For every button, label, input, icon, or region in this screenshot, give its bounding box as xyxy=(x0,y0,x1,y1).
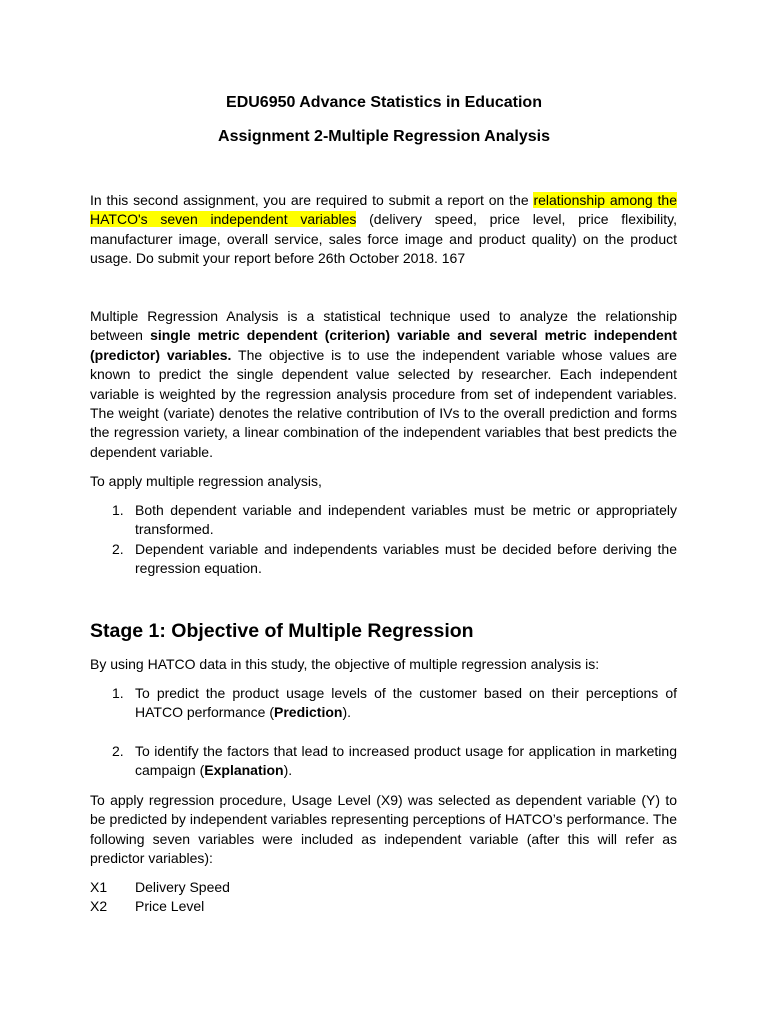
intro-paragraph xyxy=(90,191,677,269)
objective-text-end: ). xyxy=(283,762,293,779)
variable-code: X2 xyxy=(90,898,108,914)
document-title: EDU6950 Advance Statistics in Education xyxy=(226,94,542,111)
objective-text: To predict the product usage levels of the customer based on their perceptions of HATCO performance ( xyxy=(135,685,677,721)
variable-code: X1 xyxy=(90,879,108,895)
definition-text-end: The objective is to use the independent variable whose values are known to predict the single dependent value selected by researcher. Each independent variable is weighted by the regression analysis procedure from set of independent variables. The weight (variate) denotes the relative contribution of IVs to the overall prediction and forms the regression variety, a linear combination of the independent variables that best predicts the dependent variable. xyxy=(90,346,677,460)
intro-text-start: In this second assignment, you are required to submit a report on the xyxy=(90,192,534,208)
list-text xyxy=(135,742,677,781)
list-number: 2. xyxy=(112,743,124,759)
objective-bold-term: Explanation xyxy=(204,762,284,779)
objective-bold-term: Prediction xyxy=(274,704,343,721)
list-text: Both dependent variable and independent variables must be metric or appropriately transformed. xyxy=(135,502,677,538)
objective-text-end: ). xyxy=(342,704,352,721)
variable-name: Delivery Speed xyxy=(135,879,230,895)
list-text: Dependent variable and independents variables must be decided before deriving the regression equation. xyxy=(135,541,677,577)
list-number: 2. xyxy=(112,541,124,557)
stage1-intro: By using HATCO data in this study, the objective of multiple regression analysis is: xyxy=(90,656,600,672)
document-subtitle: Assignment 2-Multiple Regression Analysis xyxy=(218,128,550,145)
list-text xyxy=(135,684,677,723)
definition-paragraph xyxy=(90,307,677,462)
procedure-paragraph: To apply regression procedure, Usage Level (X9) was selected as dependent variable (Y) to be predicted by independent variables representing perceptions of HATCO’s performance. The following seven variables were included as independent variable (after this will refer as predictor variables): xyxy=(90,792,677,867)
objective-text: To identify the factors that lead to increased product usage for application in marketing campaign ( xyxy=(135,743,677,779)
apply-intro: To apply multiple regression analysis, xyxy=(90,473,322,489)
list-number: 1. xyxy=(112,685,124,701)
highlighted-text: relationship among the HATCO's seven independent variables xyxy=(90,192,677,228)
definition-text-start: Multiple Regression Analysis is a statistical technique used to analyze the relationship between xyxy=(90,308,677,344)
variable-name: Price Level xyxy=(135,898,205,914)
definition-bold-text: single metric dependent (criterion) variable and several metric independent (predictor) variables. xyxy=(90,327,677,363)
intro-text-end: (delivery speed, price level, price flexibility, manufacturer image, overall service, sales force image and product quality) on the product usage. Do submit your report before 26th October 2018. 167 xyxy=(90,211,677,267)
stage1-heading: Stage 1: Objective of Multiple Regression xyxy=(90,620,474,642)
list-number: 1. xyxy=(112,502,124,518)
